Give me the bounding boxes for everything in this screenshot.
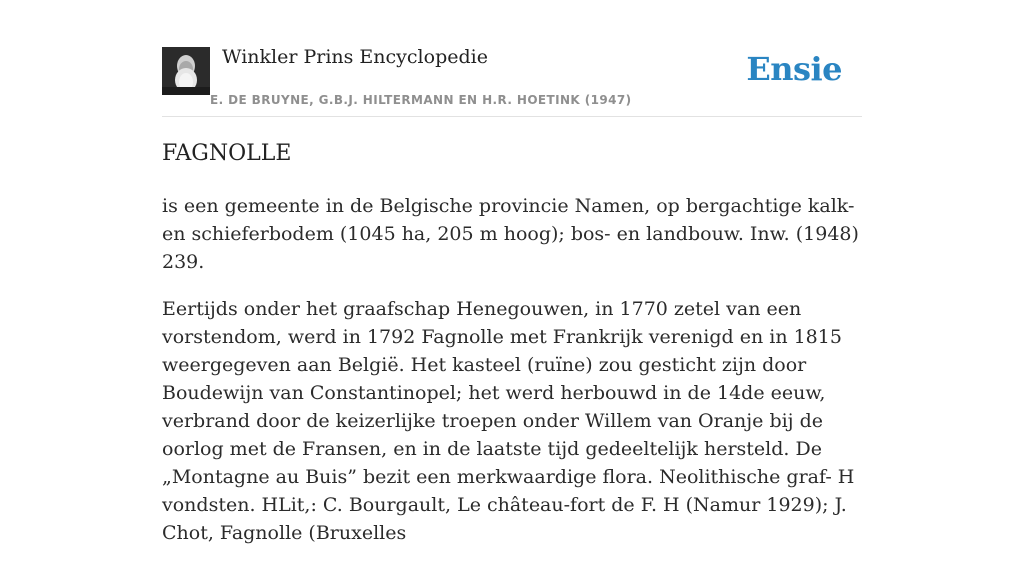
entry-paragraph: is een gemeente in de Belgische provincie Namen, op bergachtige kalk- en schieferbodem (1045 ha, 205 m hoog); bos- en landbouw. Inw. (1948) 239.	[162, 195, 859, 273]
portrait-icon	[162, 47, 210, 95]
authors-credit: E. DE BRUYNE, G.B.J. HILTERMANN EN H.R. HOETINK (1947)	[210, 93, 632, 107]
entry-paragraph: Eertijds onder het graafschap Henegouwen, in 1770 zetel van een vorstendom, werd in 1792 Fagnolle met Frankrijk verenigd en in 1815 weergegeven aan België. Het kasteel (ruïne) zou gesticht zijn door Boudewijn van Constantinopel; het werd herbouwd in de 14de eeuw, verbrand door de keizerlijke troepen onder Willem van Oranje bij de oorlog met de Fransen, en in de laatste tijd gedeeltelijk hersteld. De „Montagne au Buis” bezit een merkwaardige flora. Neolithische graf- H vondsten. HLit,: C. Bourgault, Le château-fort de F. H (Namur 1929); J. Chot, Fagnolle (Bruxelles	[162, 298, 855, 544]
ensie-logo[interactable]: Ensie	[746, 50, 842, 88]
entry-body	[162, 192, 862, 566]
page-container	[162, 0, 862, 544]
author-avatar[interactable]	[162, 47, 210, 95]
entry-title: FAGNOLLE	[162, 141, 292, 166]
site-title[interactable]: Winkler Prins Encyclopedie	[222, 46, 488, 68]
site-header	[162, 0, 862, 117]
